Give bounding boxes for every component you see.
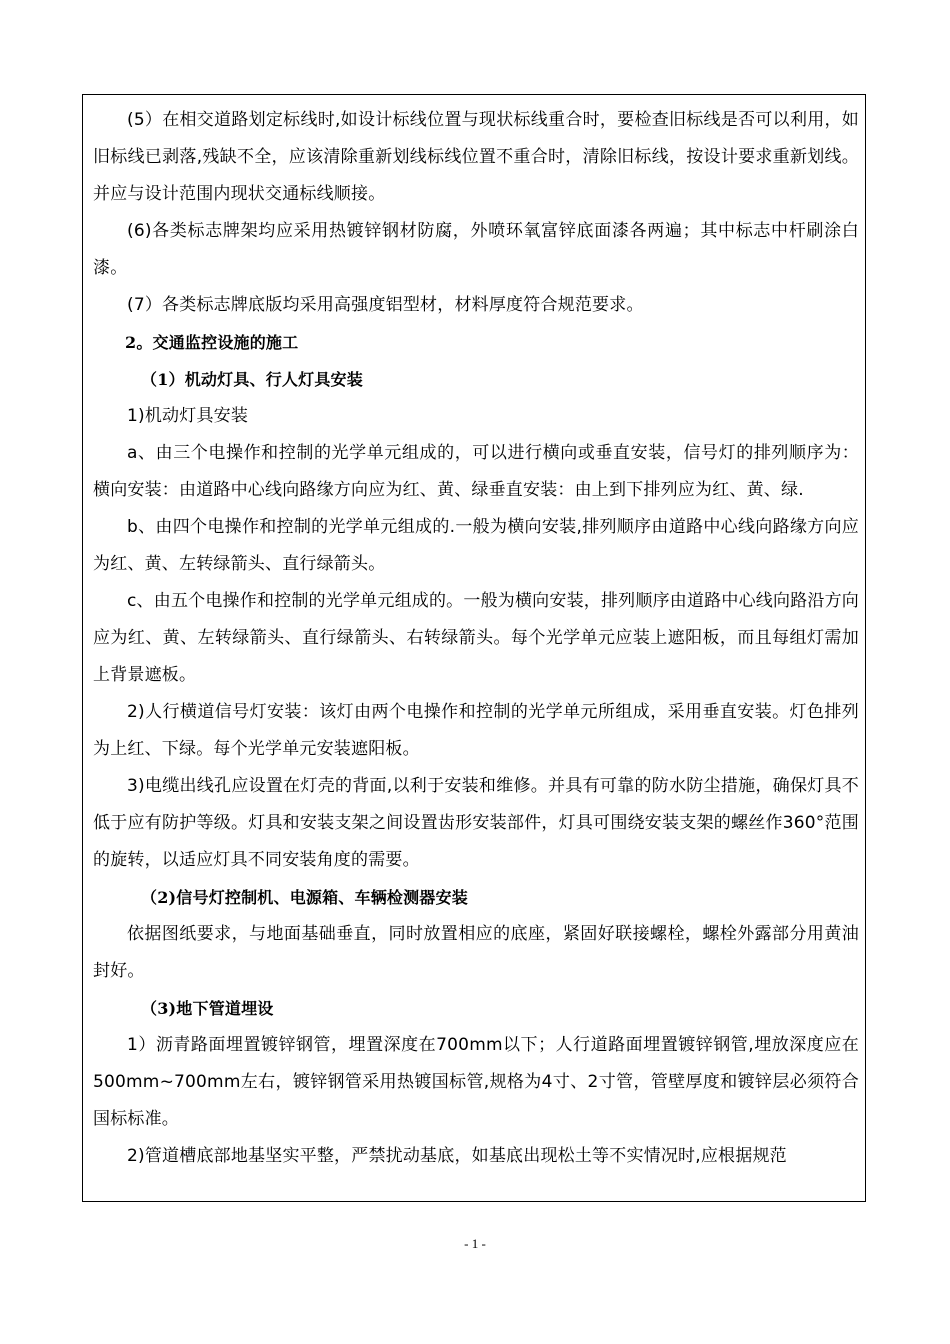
paragraph-item-c: c、由五个电操作和控制的光学单元组成的。一般为横向安装，排列顺序由道路中心线向路沿方向应为红、黄、左转绿箭头、直行绿箭头、右转绿箭头。每个光学单元应装上遮阳板，而且每组灯需加上背景遮板。 [93,591,859,685]
subheading-controller-install: （2)信号灯控制机、电源箱、车辆检测器安装 [141,888,468,907]
paragraph-5-markings: (5）在相交道路划定标线时,如设计标线位置与现状标线重合时，要检查旧标线是否可以利用，如旧标线已剥落,残缺不全，应该清除重新划线标线位置不重合时，清除旧标线，按设计要求重新划线。并应与设计范围内现状交通标线顺接。 [93,110,859,204]
paragraph-pipe-depth: 1）沥青路面埋置镀锌钢管，埋置深度在700mm以下；人行道路面埋置镀锌钢管,埋放深度应在500mm~700mm左右，镀锌钢管采用热镀国标管,规格为4寸、2寸管，管壁厚度和镀锌层必须符合国标标准。 [93,1035,859,1129]
paragraph-item-a: a、由三个电操作和控制的光学单元组成的，可以进行横向或垂直安装，信号灯的排列顺序为：横向安装：由道路中心线向路缘方向应为红、黄、绿垂直安装：由上到下排列应为红、黄、绿. [93,443,859,500]
subheading-lamp-install: （1）机动灯具、行人灯具安装 [141,370,363,389]
paragraph-item-b: b、由四个电操作和控制的光学单元组成的.一般为横向安装,排列顺序由道路中心线向路缘方向应为红、黄、左转绿箭头、直行绿箭头。 [93,517,859,574]
paragraph-6-sign-frames: (6)各类标志牌架均应采用热镀锌钢材防腐，外喷环氧富锌底面漆各两遍；其中标志中杆刷涂白漆。 [93,221,859,278]
paragraph-trench-base: 2)管道槽底部地基坚实平整，严禁扰动基底，如基底出现松土等不实情况时,应根据规范 [127,1146,787,1166]
section-heading-monitoring: 2。交通监控设施的施工 [125,333,299,352]
page-number: - 1 - [464,1236,486,1251]
subheading-pipe-burial: （3)地下管道埋设 [141,999,274,1018]
paragraph-pedestrian-lamp: 2)人行横道信号灯安装：该灯由两个电操作和控制的光学单元所组成，采用垂直安装。灯色排列为上红、下绿。每个光学单元安装遮阳板。 [93,702,859,759]
document-body [93,102,859,1175]
paragraph-controller-detail: 依据图纸要求，与地面基础垂直，同时放置相应的底座，紧固好联接螺栓，螺栓外露部分用黄油封好。 [93,924,859,981]
paragraph-motor-lamp-title: 1)机动灯具安装 [127,406,249,426]
paragraph-7-sign-plates: (7）各类标志牌底版均采用高强度铝型材，材料厚度符合规范要求。 [127,295,644,315]
paragraph-cable-outlet: 3)电缆出线孔应设置在灯壳的背面,以利于安装和维修。并具有可靠的防水防尘措施，确保灯具不低于应有防护等级。灯具和安装支架之间设置齿形安装部件，灯具可围绕安装支架的螺丝作360°范围的旋转，以适应灯具不同安装角度的需要。 [93,776,859,870]
document-frame [82,94,866,1202]
